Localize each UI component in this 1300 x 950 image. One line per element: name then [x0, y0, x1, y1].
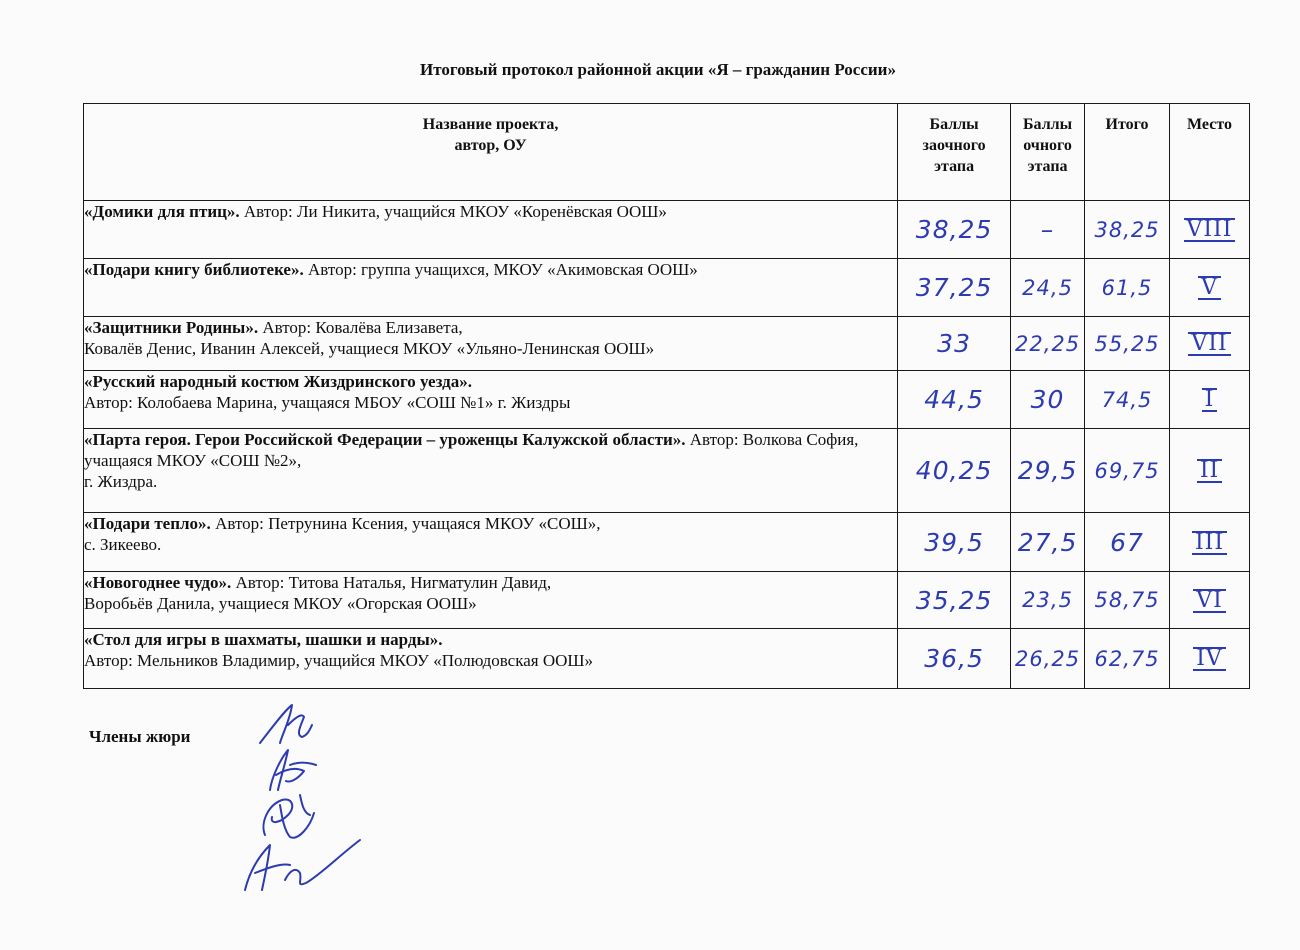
project-cell: «Подари тепло». Автор: Петрунина Ксения, учащаяся МКОУ «СОШ», с. Зикеево.: [84, 513, 898, 572]
score-total: 61,5: [1085, 259, 1170, 317]
score-total: 38,25: [1085, 201, 1170, 259]
score-total: 67: [1085, 513, 1170, 572]
score-total: 55,25: [1085, 317, 1170, 371]
score-inperson: 26,25: [1011, 629, 1085, 689]
score-inperson: 27,5: [1011, 513, 1085, 572]
results-table: [83, 103, 1250, 689]
score-correspondence: 36,5: [898, 629, 1011, 689]
place-value: VIII: [1170, 201, 1250, 259]
table-row: [84, 629, 1250, 689]
score-inperson: 23,5: [1011, 572, 1085, 629]
project-cell: «Домики для птиц». Автор: Ли Никита, учащийся МКОУ «Коренёвская ООШ»: [84, 201, 898, 259]
score-correspondence: 44,5: [898, 371, 1011, 429]
score-correspondence: 33: [898, 317, 1011, 371]
table-header-row: [84, 104, 1250, 201]
table-row: [84, 201, 1250, 259]
table-row: [84, 429, 1250, 513]
score-total: 62,75: [1085, 629, 1170, 689]
project-cell: «Стол для игры в шахматы, шашки и нарды». Автор: Мельников Владимир, учащийся МКОУ «Полюдовская ООШ»: [84, 629, 898, 689]
score-total: 58,75: [1085, 572, 1170, 629]
header-score-correspondence: Баллы заочного этапа: [898, 104, 1011, 201]
place-value: I: [1170, 371, 1250, 429]
signature-3: [264, 795, 314, 838]
header-project: Название проекта, автор, ОУ: [84, 104, 898, 201]
score-correspondence: 38,25: [898, 201, 1011, 259]
score-correspondence: 37,25: [898, 259, 1011, 317]
header-place: Место: [1170, 104, 1250, 201]
score-inperson: 30: [1011, 371, 1085, 429]
score-inperson: 29,5: [1011, 429, 1085, 513]
header-total: Итого: [1085, 104, 1170, 201]
score-correspondence: 39,5: [898, 513, 1011, 572]
project-cell: «Новогоднее чудо». Автор: Титова Наталья, Нигматулин Давид, Воробьёв Данила, учащиеся МКОУ «Огорская ООШ»: [84, 572, 898, 629]
place-value: VI: [1170, 572, 1250, 629]
place-value: II: [1170, 429, 1250, 513]
table-row: [84, 259, 1250, 317]
project-cell: «Русский народный костюм Жиздринского уезда». Автор: Колобаева Марина, учащаяся МБОУ «СОШ №1» г. Жиздры: [84, 371, 898, 429]
place-value: IV: [1170, 629, 1250, 689]
signature-2: [270, 750, 316, 790]
score-inperson: –: [1011, 201, 1085, 259]
score-inperson: 24,5: [1011, 259, 1085, 317]
jury-signatures: [230, 695, 380, 905]
score-correspondence: 35,25: [898, 572, 1011, 629]
signature-1: [260, 705, 312, 743]
document-title: Итоговый протокол районной акции «Я – гражданин России»: [420, 60, 896, 79]
score-total: 69,75: [1085, 429, 1170, 513]
table-row: [84, 572, 1250, 629]
place-value: V: [1170, 259, 1250, 317]
project-cell: «Подари книгу библиотеке». Автор: группа учащихся, МКОУ «Акимовская ООШ»: [84, 259, 898, 317]
project-cell: «Защитники Родины». Автор: Ковалёва Елизавета, Ковалёв Денис, Иванин Алексей, учащиеся МКОУ «Ульяно-Ленинская ООШ»: [84, 317, 898, 371]
jury-label: Члены жюри: [89, 727, 191, 746]
score-correspondence: 40,25: [898, 429, 1011, 513]
place-value: III: [1170, 513, 1250, 572]
project-cell: «Парта героя. Герои Российской Федерации – уроженцы Калужской области». Автор: Волкова София, учащаяся МКОУ «СОШ №2», г. Жиздра.: [84, 429, 898, 513]
score-inperson: 22,25: [1011, 317, 1085, 371]
place-value: VII: [1170, 317, 1250, 371]
score-total: 74,5: [1085, 371, 1170, 429]
header-score-inperson: Баллы очного этапа: [1011, 104, 1085, 201]
signature-4: [245, 840, 360, 890]
table-row: [84, 371, 1250, 429]
table-row: [84, 513, 1250, 572]
table-row: [84, 317, 1250, 371]
